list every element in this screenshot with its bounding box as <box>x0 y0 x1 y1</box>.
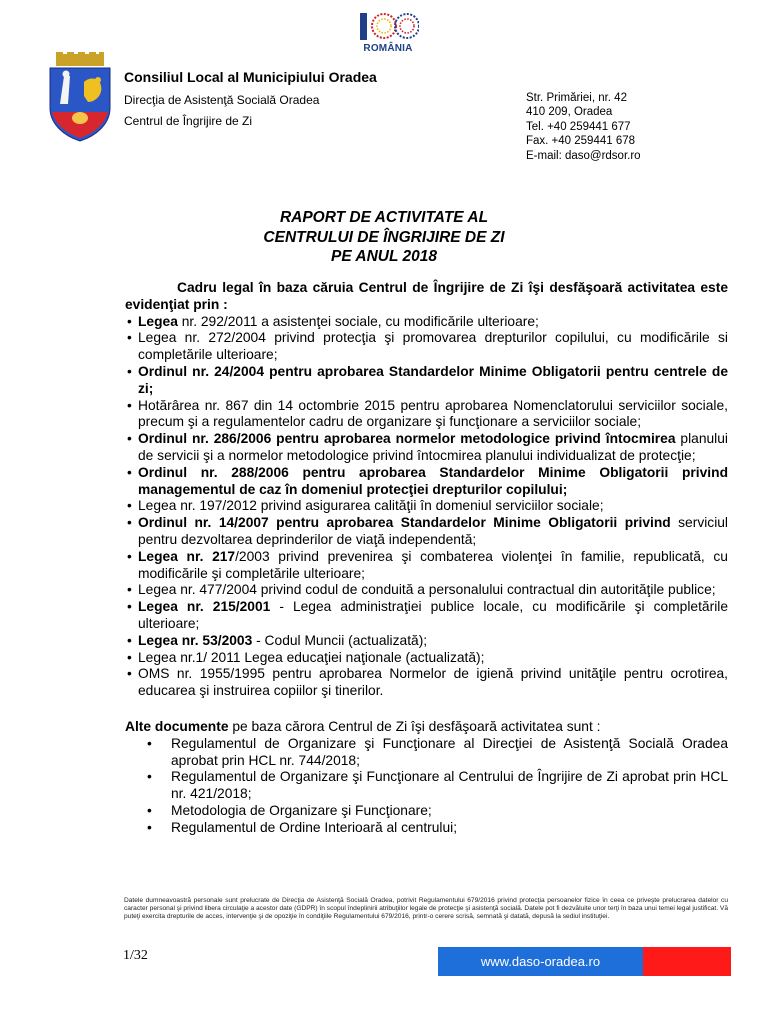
law-item-text: Legea nr. 197/2012 privind asigurarea calităţii în domeniul serviciilor sociale; <box>138 498 604 514</box>
document-body <box>125 280 728 837</box>
website-link[interactable]: www.daso-oradea.ro <box>438 947 643 976</box>
law-item-bold: Ordinul nr. 288/2006 pentru aprobarea Standardelor Minime Obligatorii privind managementul de caz în domeniul protecţiei drepturilor copilului; <box>138 464 728 497</box>
law-item <box>125 364 728 398</box>
contact-fax: Fax. +40 259441 678 <box>526 135 636 148</box>
footer-bar <box>438 947 731 976</box>
other-documents-bold: Alte documente <box>125 718 229 734</box>
other-documents-heading <box>125 719 728 736</box>
document-item <box>125 820 728 837</box>
law-item-text: Legea nr.1/ 2011 Legea educaţiei naţionale (actualizată); <box>138 649 485 665</box>
contact-block <box>526 91 641 163</box>
document-item-text: Metodologia de Organizare şi Funcţionare; <box>171 802 432 818</box>
document-item-text: Regulamentul de Ordine Interioară al centrului; <box>171 819 458 835</box>
law-item <box>125 515 728 549</box>
law-item-text: - Legea administraţiei publice locale, cu modificările şi completările ulterioare; <box>138 599 728 631</box>
document-item <box>125 736 728 770</box>
logo-word: ROMÂNIA <box>363 43 413 54</box>
law-item-text: Legea nr. 477/2004 privind codul de conduită a personalului contractual din autorităţile publice; <box>138 582 716 598</box>
document-item <box>125 769 728 803</box>
law-item-bold: Legea nr. 217 <box>138 548 236 564</box>
org-center: Centrul de Îngrijire de Zi <box>124 114 253 128</box>
report-title-line: CENTRULUI DE ÎNGRIJIRE DE ZI <box>263 228 505 246</box>
org-directorate: Direcţia de Asistenţă Socială Oradea <box>124 93 320 107</box>
law-item-bold: Legea <box>138 313 178 329</box>
law-item-bold: Ordinul nr. 14/2007 pentru aprobarea Standardelor Minime Obligatorii privind <box>138 515 671 531</box>
law-item-text: Hotărârea nr. 867 din 14 octombrie 2015 pentru aprobarea Nomenclatorului serviciilor sociale, precum şi a regulamentelor cadru de organizare şi funcţionare a serviciilor sociale; <box>138 397 728 430</box>
law-item-bold: Legea nr. 53/2003 <box>138 632 253 648</box>
intro-paragraph: Cadru legal în baza căruia Centrul de Îngrijire de Zi îşi desfăşoară activitatea este evidenţiat prin : <box>125 280 728 312</box>
law-item-text: /2003 privind prevenirea şi combaterea violenţei în familie, republicată, cu modificările şi completările ulterioare; <box>138 548 728 581</box>
contact-address: Str. Primăriei, nr. 42 <box>526 92 627 104</box>
gdpr-notice: Datele dumneavoastră personale sunt prelucrate de Direcţia de Asistenţă Socială Oradea, potrivit Regulamentului 679/2016 privind protecţia persoanelor fizice în ceea ce priveşte prelucrarea datelor cu caracter personal şi privind libera circulaţie a acestor date (GDPR) în scopul îndeplinirii atribuţiilor legale de protecţie şi asistenţă socială. Datele pot fi dezvăluite unor terţi în baza unui temei legal justificat. Vă puteţi exercita drepturile de acces, intervenţie şi de opoziţie în condiţiile Regulamentului 679/2016, printr-o cerere scrisă, semnată şi datată, depusă la sediul instituţiei. <box>124 897 728 921</box>
law-item-text: nr. 292/2011 a asistenţei sociale, cu modificările ulterioare; <box>177 313 539 329</box>
law-item <box>125 549 728 583</box>
centenary-100-graphic <box>357 10 419 42</box>
law-item <box>125 599 728 633</box>
law-item-bold: Legea nr. 215/2001 <box>138 599 271 615</box>
law-item-bold: Ordinul nr. 24/2004 pentru aprobarea Standardelor Minime Obligatorii pentru centrele de zi; <box>138 363 728 396</box>
coat-of-arms-icon <box>46 52 114 142</box>
law-item <box>125 465 728 499</box>
law-item <box>125 666 728 700</box>
law-item <box>125 431 728 465</box>
contact-phone: Tel. +40 259441 677 <box>526 120 631 133</box>
report-title-line: PE ANUL 2018 <box>331 248 437 265</box>
law-item <box>125 330 728 364</box>
law-item <box>125 398 728 432</box>
document-item <box>125 803 728 820</box>
report-title <box>0 208 768 267</box>
law-item-bold: Ordinul nr. 286/2006 pentru aprobarea normelor metodologice privind întocmirea <box>138 431 676 447</box>
contact-postal: 410 209, Oradea <box>526 106 613 119</box>
other-documents-list <box>125 736 728 837</box>
law-item-text: planului de servicii şi a normelor metodologice privind întocmirea planului individualizat de protecţie; <box>138 431 728 463</box>
law-item <box>125 633 728 650</box>
other-documents-text: pe baza cărora Centrul de Zi îşi desfăşoară activitatea sunt : <box>228 718 601 734</box>
law-item-text: OMS nr. 1955/1995 pentru aprobarea Normelor de igienă privind unităţile pentru ocrotirea, educarea şi instruirea copiilor şi tinerilor. <box>138 666 728 699</box>
report-title-line: RAPORT DE ACTIVITATE AL <box>279 209 489 226</box>
page-number: 1/32 <box>123 948 148 963</box>
law-item <box>125 314 728 331</box>
centenary-logo <box>353 10 423 60</box>
law-item-text: serviciul pentru dezvoltarea deprinderilor de viaţă independentă; <box>138 515 728 547</box>
law-item <box>125 650 728 667</box>
contact-email: E-mail: daso@rdsor.ro <box>526 149 641 162</box>
other-documents-section <box>125 719 728 837</box>
org-title: Consiliul Local al Municipiului Oradea <box>124 69 377 85</box>
law-item <box>125 498 728 515</box>
law-item-text: Legea nr. 272/2004 privind protecţia şi promovarea drepturilor copilului, cu modificările si completările ulterioare; <box>138 330 728 363</box>
document-item-text: Regulamentul de Organizare şi Funcţionare al Centrului de Îngrijire de Zi aprobat prin HCL nr. 421/2018; <box>171 769 728 802</box>
document-item-text: Regulamentul de Organizare şi Funcţionare al Direcţiei de Asistenţă Socială Oradea aprobat prin HCL nr. 744/2018; <box>171 735 728 768</box>
law-item-text: - Codul Muncii (actualizată); <box>252 632 428 648</box>
legal-framework-list <box>125 314 728 700</box>
law-item <box>125 582 728 599</box>
footer-red-block <box>643 947 731 976</box>
